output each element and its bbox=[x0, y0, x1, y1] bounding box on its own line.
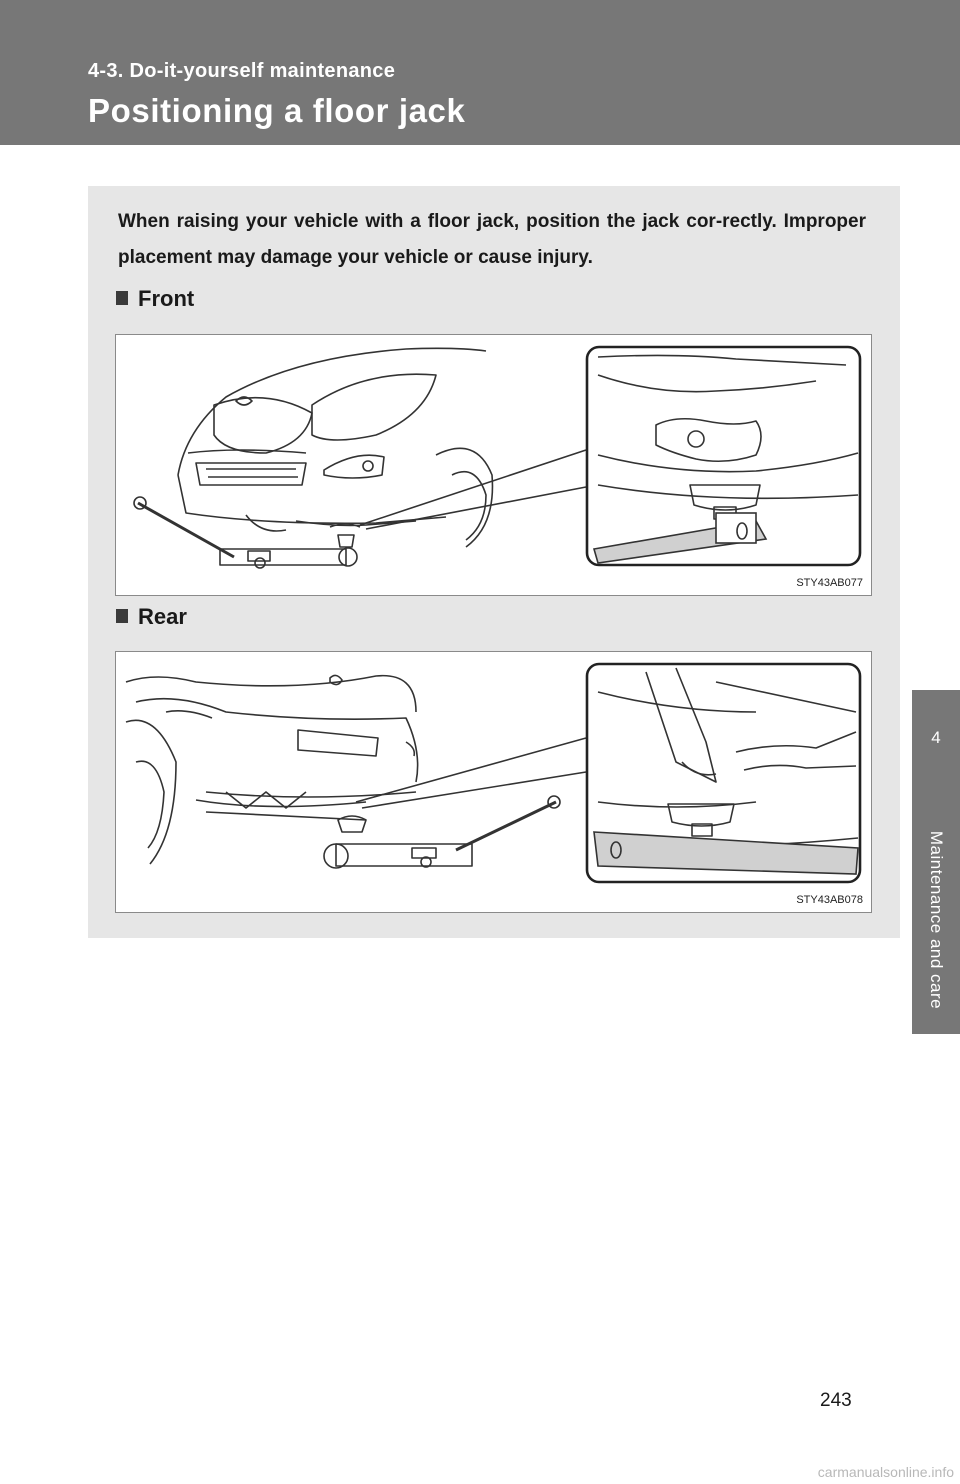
square-bullet-icon bbox=[116, 291, 128, 305]
chapter-tab bbox=[912, 690, 960, 1034]
page-title: Positioning a floor jack bbox=[88, 92, 466, 129]
front-jack-illustration bbox=[116, 335, 872, 596]
front-figure bbox=[115, 334, 872, 596]
chapter-number: 4 bbox=[931, 728, 941, 747]
rear-figure bbox=[115, 651, 872, 913]
chapter-label: Maintenance and care bbox=[927, 830, 946, 1010]
watermark[interactable]: carmanualsonline.info bbox=[817, 1464, 954, 1480]
rear-heading bbox=[116, 604, 187, 630]
section-label: 4-3. Do-it-yourself maintenance bbox=[88, 60, 396, 82]
rear-figure-code: STY43AB078 bbox=[796, 894, 863, 906]
page-header bbox=[0, 0, 960, 145]
rear-jack-illustration bbox=[116, 652, 872, 913]
front-heading bbox=[116, 286, 194, 312]
front-heading-label: Front bbox=[138, 286, 195, 311]
page-number: 243 bbox=[820, 1390, 852, 1411]
front-figure-code: STY43AB077 bbox=[796, 577, 863, 589]
rear-heading-label: Rear bbox=[138, 604, 187, 629]
intro-text: When raising your vehicle with a floor jack, position the jack cor-rectly. Improper placement may damage your vehicle or cause injury. bbox=[118, 211, 866, 268]
square-bullet-icon bbox=[116, 609, 128, 623]
